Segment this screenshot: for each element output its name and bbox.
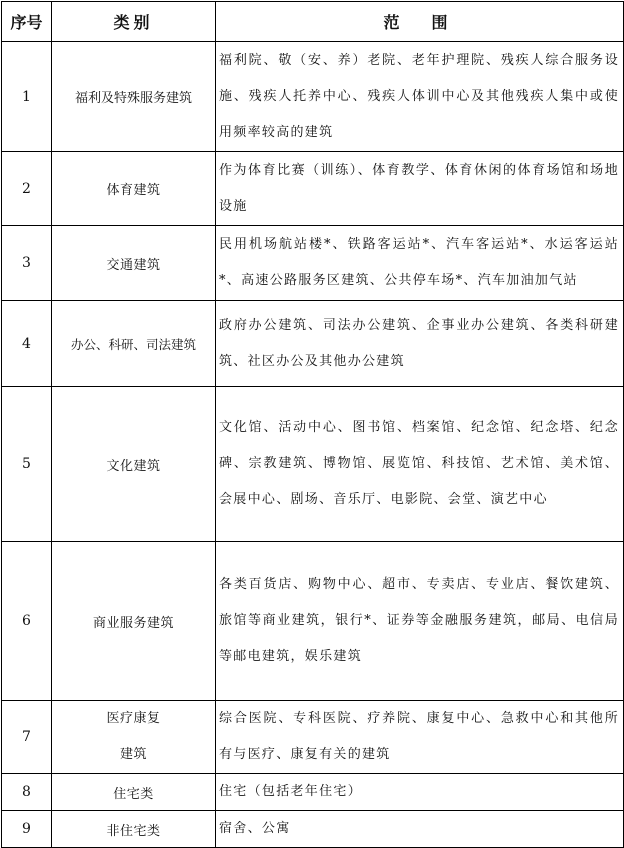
header-category: 类别 [52, 2, 216, 42]
row-number: 4 [2, 301, 52, 387]
row-number: 7 [2, 701, 52, 774]
row-scope: 各类百货店、购物中心、超市、专卖店、专业店、餐饮建筑、旅馆等商业建筑，银行*、证券等金融服务建筑，邮局、电信局等邮电建筑，娱乐建筑 [216, 542, 624, 701]
table-row [2, 542, 624, 701]
table-row [2, 387, 624, 542]
row-category-line-1: 医疗康复 [106, 711, 161, 726]
row-category: 体育建筑 [52, 152, 216, 226]
row-number: 6 [2, 542, 52, 701]
row-category: 文化建筑 [52, 387, 216, 542]
header-scope: 范 围 [216, 2, 624, 42]
row-number: 3 [2, 226, 52, 301]
table-row [2, 152, 624, 226]
row-number: 9 [2, 811, 52, 848]
table-header-row [2, 2, 624, 42]
row-number: 2 [2, 152, 52, 226]
row-scope: 宿舍、公寓 [216, 811, 624, 848]
row-category: 住宅类 [52, 774, 216, 811]
row-scope: 住宅（包括老年住宅） [216, 774, 624, 811]
row-number: 5 [2, 387, 52, 542]
row-scope: 综合医院、专科医院、疗养院、康复中心、急救中心和其他所有与医疗、康复有关的建筑 [216, 701, 624, 774]
row-category: 福利及特殊服务建筑 [52, 42, 216, 152]
row-category: 商业服务建筑 [52, 542, 216, 701]
row-scope: 文化馆、活动中心、图书馆、档案馆、纪念馆、纪念塔、纪念碑、宗教建筑、博物馆、展览馆、科技馆、艺术馆、美术馆、会展中心、剧场、音乐厅、电影院、会堂、演艺中心 [216, 387, 624, 542]
row-category [52, 701, 216, 774]
row-number: 1 [2, 42, 52, 152]
row-number: 8 [2, 774, 52, 811]
row-category: 非住宅类 [52, 811, 216, 848]
row-category-line-2: 建筑 [119, 747, 147, 762]
row-scope: 福利院、敬（安、养）老院、老年护理院、残疾人综合服务设施、残疾人托养中心、残疾人体训中心及其他残疾人集中或使用频率较高的建筑 [216, 42, 624, 152]
row-category: 交通建筑 [52, 226, 216, 301]
header-no: 序号 [2, 2, 52, 42]
table-row [2, 774, 624, 811]
row-scope: 政府办公建筑、司法办公建筑、企事业办公建筑、各类科研建筑、社区办公及其他办公建筑 [216, 301, 624, 387]
table-row [2, 42, 624, 152]
table-row [2, 811, 624, 848]
building-category-table [1, 1, 624, 848]
table-row [2, 301, 624, 387]
table-row [2, 701, 624, 774]
row-category: 办公、科研、司法建筑 [52, 301, 216, 387]
row-scope: 民用机场航站楼*、铁路客运站*、汽车客运站*、水运客运站*、高速公路服务区建筑、公共停车场*、汽车加油加气站 [216, 226, 624, 301]
table-row [2, 226, 624, 301]
row-scope: 作为体育比赛（训练）、体育教学、体育休闲的体育场馆和场地设施 [216, 152, 624, 226]
